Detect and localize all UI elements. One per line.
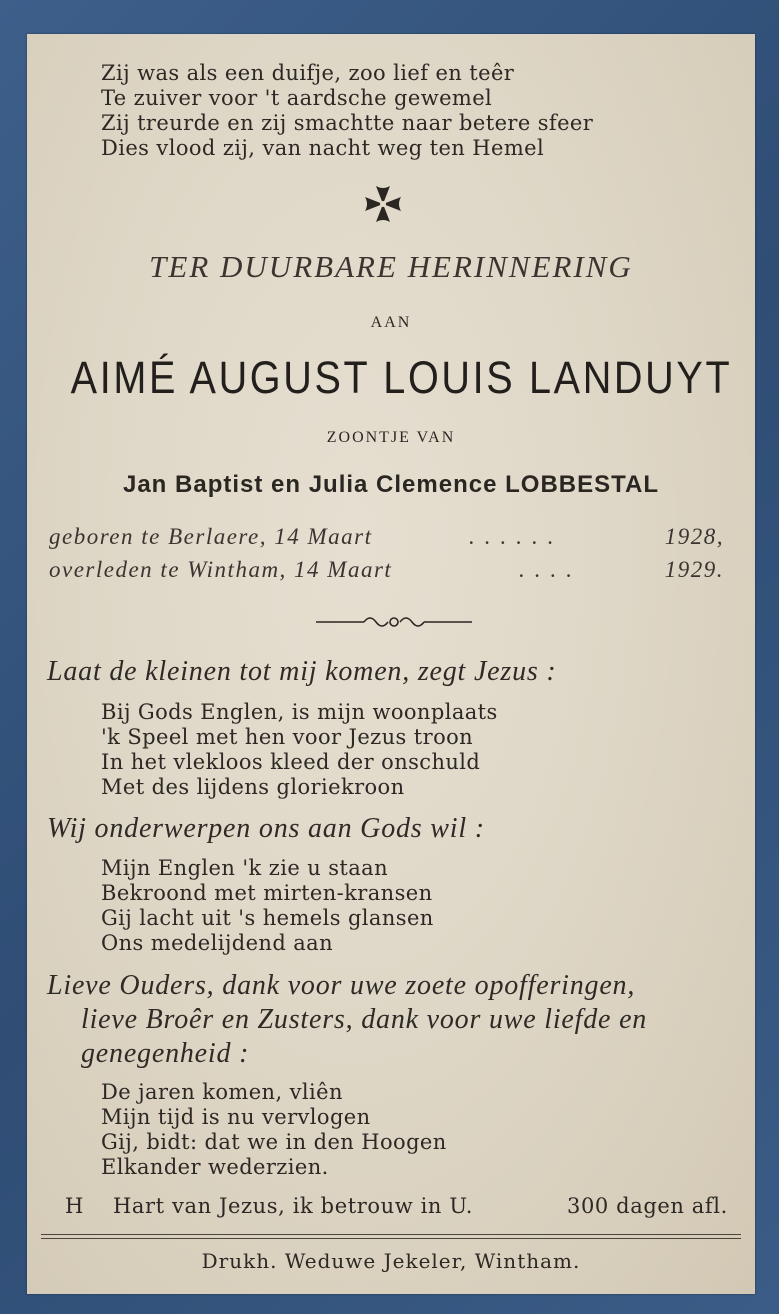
verse-line: Elkander wederzien. [101, 1155, 329, 1179]
aan-label: AAN [370, 314, 412, 331]
section-title: lieve Broêr en Zusters, dank voor uwe liefde en [81, 1004, 648, 1035]
verse-line: Mijn tijd is nu vervlogen [101, 1105, 371, 1129]
death-year: 1929. [664, 557, 724, 582]
verse-line: Mijn Englen 'k zie u staan [101, 856, 389, 880]
verse-line: De jaren komen, vliên [101, 1080, 343, 1104]
verse-line: Gij lacht uit 's hemels glansen [101, 906, 434, 930]
birth-year: 1928, [664, 524, 724, 549]
verse-line: 'k Speel met hen voor Jezus troon [101, 725, 474, 749]
flourish-divider-icon [314, 611, 474, 631]
memorial-card [27, 34, 755, 1294]
verse-line: Gij, bidt: dat we in den Hoogen [101, 1130, 447, 1154]
section-title: Laat de kleinen tot mij komen, zegt Jezus : [47, 656, 557, 687]
section-title: Wij onderwerpen ons aan Gods wil : [47, 813, 485, 844]
indulgence-h: H [65, 1194, 84, 1218]
verse-line: Met des lijdens gloriekroon [101, 775, 405, 799]
birth-label: geboren te Berlaere, 14 Maart [49, 524, 373, 549]
verse-line: Ons medelijdend aan [101, 931, 334, 955]
divider-line [41, 1234, 741, 1235]
verse-line: Bekroond met mirten-kransen [101, 881, 433, 905]
indulgence-days: 300 dagen afl. [567, 1194, 728, 1218]
cross-pattee-icon [363, 184, 403, 224]
deceased-name: AIMÉ AUGUST LOUIS LANDUYT [70, 352, 733, 403]
poem-line: Zij was als een duifje, zoo lief en teêr [101, 61, 515, 85]
birth-dots: ...... [469, 524, 564, 549]
poem-line: Dies vlood zij, van nacht weg ten Hemel [101, 136, 545, 160]
section-title: Lieve Ouders, dank voor uwe zoete opofferingen, [47, 970, 636, 1001]
poem-line: Te zuiver voor 't aardsche gewemel [101, 86, 493, 110]
poem-line: Zij treurde en zij smachtte naar betere sfeer [101, 111, 594, 135]
verse-line: Bij Gods Englen, is mijn woonplaats [101, 700, 498, 724]
printer-credit: Drukh. Weduwe Jekeler, Wintham. [201, 1249, 581, 1273]
death-dots: .... [519, 557, 582, 582]
section-title: genegenheid : [81, 1038, 250, 1069]
heading: TER DUURBARE HERINNERING [149, 249, 633, 284]
indulgence-text: Hart van Jezus, ik betrouw in U. [113, 1194, 473, 1218]
verse-line: In het vlekloos kleed der onschuld [101, 750, 481, 774]
zoontje-van-label: ZOONTJE VAN [326, 429, 456, 446]
death-label: overleden te Wintham, 14 Maart [49, 557, 393, 582]
parents-names: Jan Baptist en Julia Clemence LOBBESTAL [122, 471, 659, 498]
divider-line [41, 1238, 741, 1239]
